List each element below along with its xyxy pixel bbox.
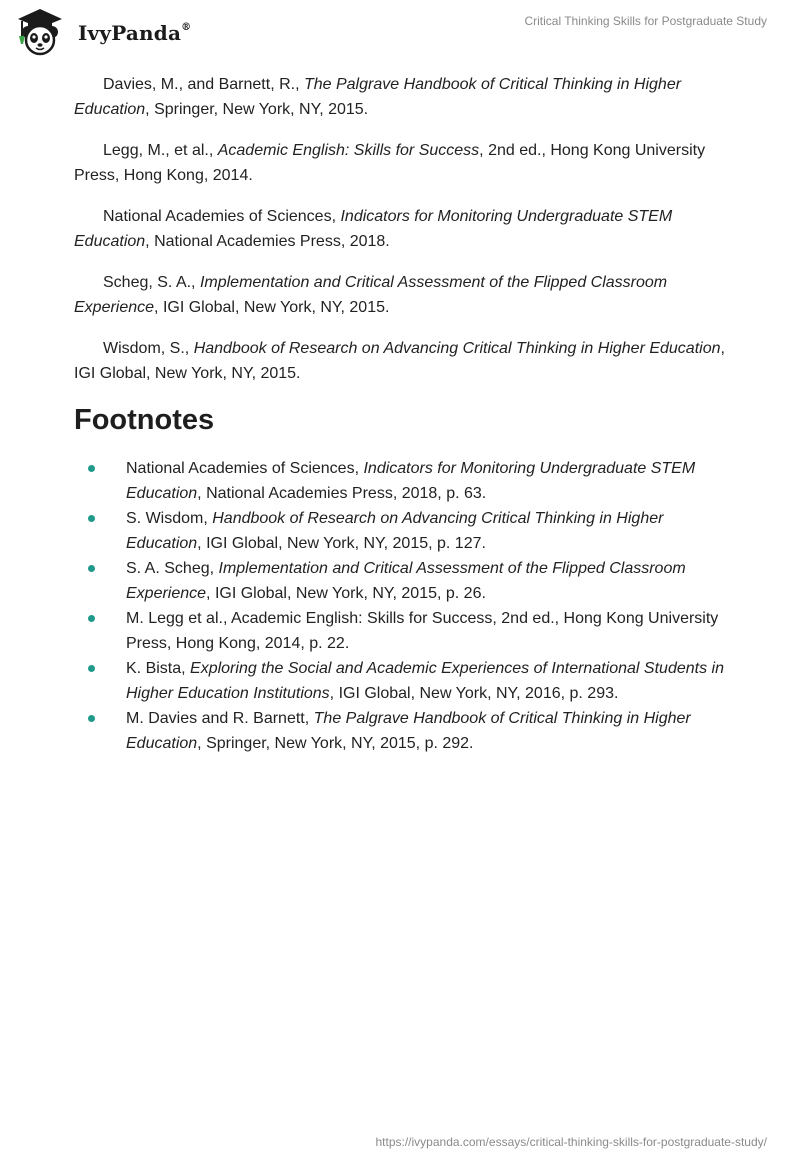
footnote-text: S. A. Scheg, Implementation and Critical Assessment of the Flipped Classroom Experience, IGI Global, New York, NY, 2015, p. 26.: [126, 560, 686, 602]
bullet-icon: [88, 515, 95, 522]
reference-entry: Scheg, S. A., Implementation and Critical Assessment of the Flipped Classroom Experience, IGI Global, New York, NY, 2015.: [74, 274, 668, 316]
ivypanda-logo[interactable]: [14, 6, 204, 58]
bullet-icon: [88, 565, 95, 572]
footnote-text: M. Davies and R. Barnett, The Palgrave Handbook of Critical Thinking in Higher Education, Springer, New York, NY, 2015, p. 292.: [126, 710, 691, 752]
bullet-icon: [88, 715, 95, 722]
reference-list: [74, 72, 734, 386]
reference-entry: Legg, M., et al., Academic English: Skills for Success, 2nd ed., Hong Kong University Press, Hong Kong, 2014.: [74, 142, 706, 184]
reference-entry: Wisdom, S., Handbook of Research on Advancing Critical Thinking in Higher Education, IGI Global, New York, NY, 2015.: [74, 340, 725, 382]
reference-title: Academic English: Skills for Success: [217, 142, 480, 159]
reference-entry: Davies, M., and Barnett, R., The Palgrave Handbook of Critical Thinking in Higher Education, Springer, New York, NY, 2015.: [74, 76, 682, 118]
footnote-item: [74, 506, 734, 556]
reference-title: Handbook of Research on Advancing Critical Thinking in Higher Education: [193, 340, 721, 357]
bullet-icon: [88, 615, 95, 622]
footnote-text: M. Legg et al., Academic English: Skills for Success, 2nd ed., Hong Kong University Press, Hong Kong, 2014, p. 22.: [126, 610, 719, 652]
footnote-text: S. Wisdom, Handbook of Research on Advancing Critical Thinking in Higher Education, IGI Global, New York, NY, 2015, p. 127.: [126, 510, 664, 552]
reference-title: Indicators for Monitoring Undergraduate STEM Education: [74, 208, 673, 250]
running-title: Critical Thinking Skills for Postgraduate Study: [524, 14, 767, 28]
reference-title: The Palgrave Handbook of Critical Thinking in Higher Education: [74, 76, 682, 118]
reference-title: Implementation and Critical Assessment of the Flipped Classroom Experience: [74, 274, 668, 316]
page-content: [74, 72, 734, 756]
footnote-item: [74, 606, 734, 656]
footnote-item: [74, 706, 734, 756]
footnote-text: K. Bista, Exploring the Social and Academic Experiences of International Students in Higher Education Institutions, IGI Global, New York, NY, 2016, p. 293.: [126, 660, 724, 702]
bullet-icon: [88, 465, 95, 472]
footnote-item: [74, 456, 734, 506]
footnotes-list: [74, 456, 734, 756]
registered-mark: ®: [181, 22, 192, 34]
footnote-text: National Academies of Sciences, Indicators for Monitoring Undergraduate STEM Education, National Academies Press, 2018, p. 63.: [126, 460, 696, 502]
bullet-icon: [88, 665, 95, 672]
footnote-item: [74, 556, 734, 606]
reference-entry: National Academies of Sciences, Indicators for Monitoring Undergraduate STEM Education, National Academies Press, 2018.: [74, 208, 673, 250]
panda-graduate-icon: [14, 6, 64, 58]
source-url-link[interactable]: https://ivypanda.com/essays/critical-thinking-skills-for-postgraduate-study/: [375, 1135, 767, 1149]
footnote-item: [74, 656, 734, 706]
footnotes-heading: Footnotes: [74, 404, 215, 436]
page-header: [0, 0, 800, 62]
brand-name: IvyPanda®: [78, 21, 192, 45]
